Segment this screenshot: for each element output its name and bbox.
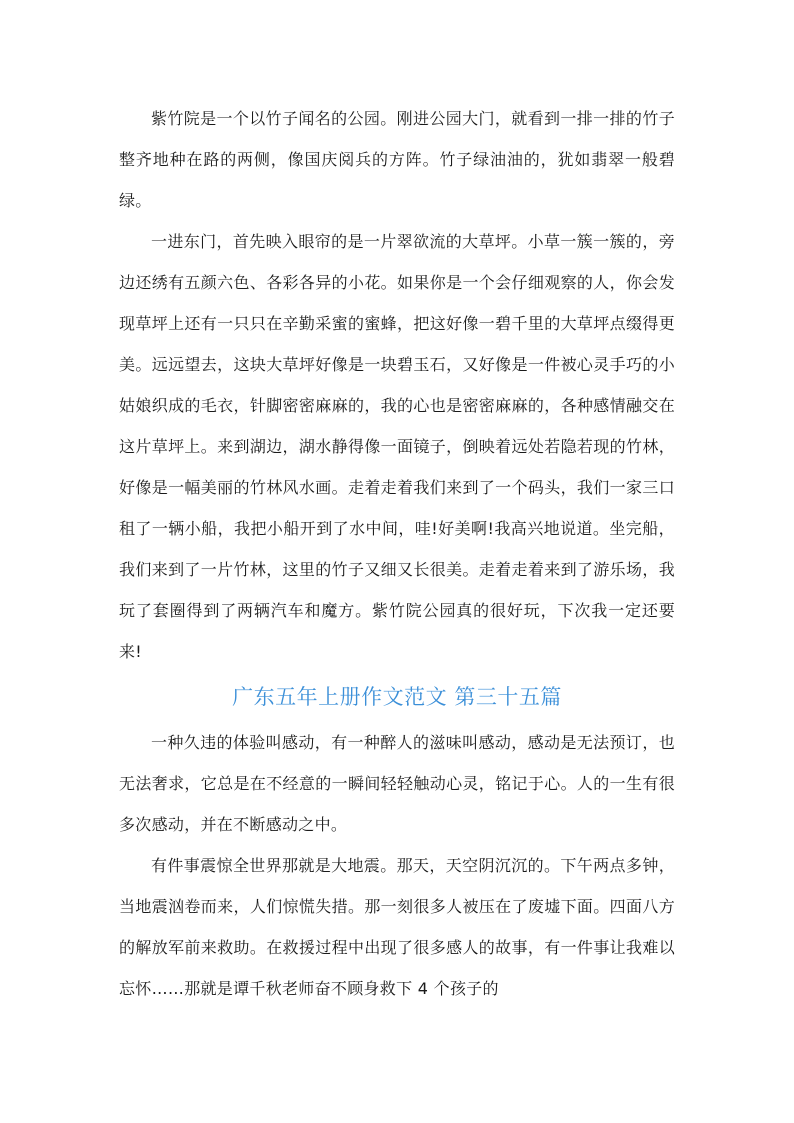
paragraph-earthquake: 有件事震惊全世界那就是大地震。那天，天空阴沉沉的。下午两点多钟，当地震汹卷而来，人们惊慌失措。那一刻很多人被压在了废墟下面。四面八方的解放军前来救助。在救援过程中出现了很多感人的故事，有一件事让我难以忘怀……那就是谭千秋老师奋不顾身救下 4 个孩子的 [119,856,675,998]
paragraph-zizhuyuan-visit: 一进东门，首先映入眼帘的是一片翠欲流的大草坪。小草一簇一簇的，旁边还绣有五颜六色、各彩各异的小花。如果你是一个会仔细观察的人，你会发现草坪上还有一只只在辛勤采蜜的蜜蜂，把这好像一碧千里的大草坪点缀得更美。远远望去，这块大草坪好像是一块碧玉石，又好像是一件被心灵手巧的小姑娘织成的毛衣，针脚密密麻麻的，我的心也是密密麻麻的，各种感情融交在这片草坪上。来到湖边，湖水静得像一面镜子，倒映着远处若隐若现的竹林，好像是一幅美丽的竹林风水画。走着走着我们来到了一个码头，我们一家三口租了一辆小船，我把小船开到了水中间，哇!好美啊!我高兴地说道。坐完船，我们来到了一片竹林，这里的竹子又细又长很美。走着走着来到了游乐场，我玩了套圈得到了两辆汽车和魔方。紫竹院公园真的很好玩，下次我一定还要来! [119,232,675,661]
section-title: 广东五年上册作文范文 第三十五篇 [232,685,562,709]
document-body [119,98,675,1009]
paragraph-zizhuyuan-intro: 紫竹院是一个以竹子闻名的公园。刚进公园大门，就看到一排一排的竹子整齐地种在路的两侧，像国庆阅兵的方阵。竹子绿油油的，犹如翡翠一般碧绿。 [119,109,675,210]
paragraph-moved-intro: 一种久违的体验叫感动，有一种醉人的滋味叫感动，感动是无法预订，也无法奢求，它总是在不经意的一瞬间轻轻触动心灵，铭记于心。人的一生有很多次感动，并在不断感动之中。 [119,733,675,834]
